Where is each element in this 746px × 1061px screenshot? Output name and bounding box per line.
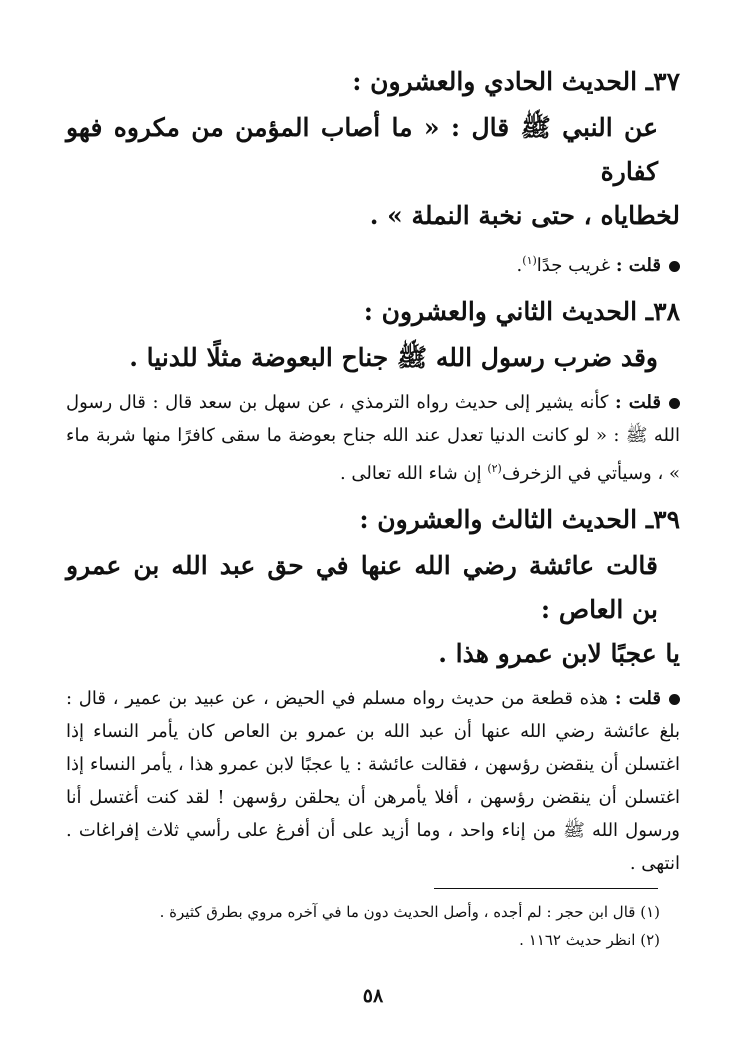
hadith-38-note — [66, 386, 680, 490]
footnote-1: (١) قال ابن حجر : لم أجده ، وأصل الحديث دون ما في آخره مروي بطرق كثيرة . — [159, 903, 660, 921]
page-number: ٥٨ — [362, 985, 384, 1007]
note-lead: قلت : — [615, 255, 661, 276]
hadith-37-note — [66, 244, 680, 282]
footnotes — [60, 898, 660, 954]
hadith-39-text-line1: قالت عائشة رضي الله عنها في حق عبد الله بن عمرو بن العاص : — [66, 551, 658, 624]
hadith-37-text-line2: لخطاياه ، حتى نخبة النملة » . — [369, 201, 680, 230]
hadith-38-title: ٣٨ـ الحديث الثاني والعشرون : — [363, 297, 680, 326]
note-text: غريب جدًا — [536, 255, 611, 276]
hadith-37-text-line1: عن النبي ﷺ قال : « ما أصاب المؤمن من مكروه فهو كفارة — [66, 113, 658, 186]
hadith-39 — [66, 500, 680, 880]
note-lead: قلت : — [614, 688, 661, 709]
note-lead: قلت : — [615, 392, 661, 413]
bullet-icon — [669, 694, 680, 705]
hadith-37-title: ٣٧ـ الحديث الحادي والعشرون : — [352, 67, 680, 96]
note-text: هذه قطعة من حديث رواه مسلم في الحيض ، عن عبيد بن عمير ، قال : بلغ عائشة رضي الله عنها أن عبد الله بن عمرو بن العاص كان يأمر النساء إذا اغتسلن أن ينقضن رؤسهن ، فقالت عائشة : يا عجبًا لابن عمرو هذا ، يأمر النساء إذا اغتسلن أن ينقضن رؤسهن ، أفلا يأمرهن أن يحلقن رؤسهن ! لقد كنت أغتسل أنا ورسول الله ﷺ من إناء واحد ، وما أزيد على أن أفرغ على رأسي ثلاث إفراغات . انتهى . — [66, 688, 680, 874]
note-end: . — [516, 255, 523, 276]
hadith-39-title: ٣٩ـ الحديث الثالث والعشرون : — [359, 505, 680, 534]
footnote-ref: (١) — [522, 254, 537, 267]
bullet-icon — [669, 398, 680, 409]
footnote-ref: (٢) — [487, 462, 502, 475]
hadith-39-note — [66, 682, 680, 880]
note-text: كأنه يشير إلى حديث رواه الترمذي ، عن سهل بن سعد قال : قال رسول الله ﷺ : « لو كانت الدنيا تعدل عند الله جناح بعوضة ما سقى كافرًا منها شربة ماء » ، وسيأتي في الزخرف — [66, 392, 680, 484]
hadith-38 — [66, 292, 680, 490]
hadith-38-text: وقد ضرب رسول الله ﷺ جناح البعوضة مثلًا للدنيا . — [129, 343, 658, 372]
note-text-end: إن شاء الله تعالى . — [339, 463, 488, 484]
hadith-39-text-line2: يا عجبًا لابن عمرو هذا . — [438, 639, 680, 668]
footnote-2: (٢) انظر حديث ١١٦٢ . — [519, 931, 660, 949]
hadith-37 — [66, 62, 680, 282]
bullet-icon — [669, 261, 680, 272]
footnote-divider — [434, 888, 658, 889]
